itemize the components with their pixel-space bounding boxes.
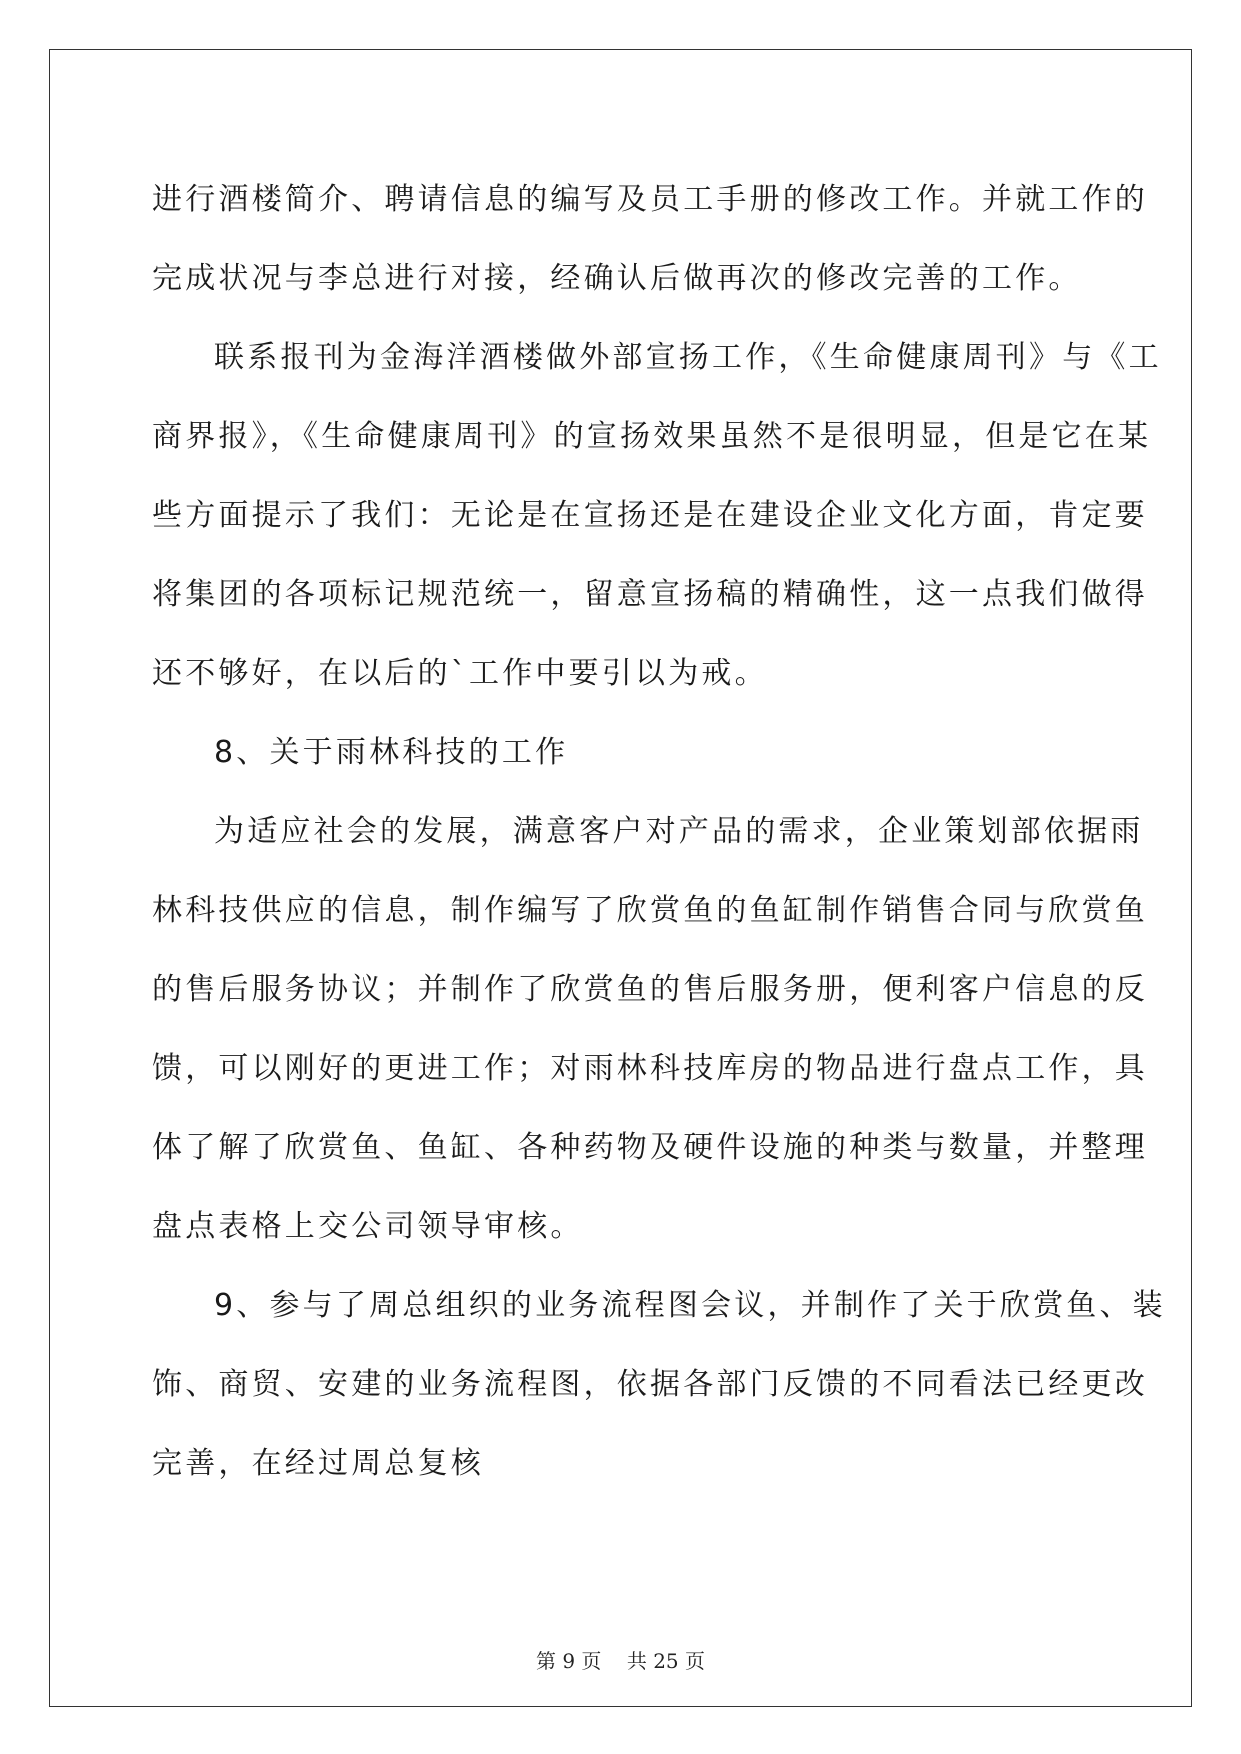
- section-heading-8: 8、关于雨林科技的工作: [214, 735, 569, 770]
- text-line-9: 为适应社会的发展，满意客户对产品的需求，企业策划部依据雨: [214, 814, 1144, 849]
- text-line-10: 林科技供应的信息，制作编写了欣赏鱼的鱼缸制作销售合同与欣赏鱼: [152, 893, 1148, 928]
- text-line-2: 完成状况与李总进行对接，经确认后做再次的修改完善的工作。: [152, 261, 1082, 296]
- page-number: 第 9 页 共 25 页: [535, 1649, 706, 1673]
- text-line-7: 还不够好，在以后的`工作中要引以为戒。: [152, 656, 768, 691]
- text-line-16: 饰、商贸、安建的业务流程图，依据各部门反馈的不同看法已经更改: [152, 1367, 1148, 1402]
- text-line-17: 完善，在经过周总复核: [152, 1446, 484, 1481]
- text-line-4: 商界报》，《生命健康周刊》的宣扬效果虽然不是很明显，但是它在某: [152, 419, 1152, 454]
- text-line-3: 联系报刊为金海洋酒楼做外部宣扬工作，《生命健康周刊》与《工: [214, 340, 1162, 375]
- text-line-15: 9、参与了周总组织的业务流程图会议，并制作了关于欣赏鱼、装: [214, 1288, 1166, 1323]
- text-line-6: 将集团的各项标记规范统一，留意宣扬稿的精确性，这一点我们做得: [152, 577, 1148, 612]
- text-line-5: 些方面提示了我们：无论是在宣扬还是在建设企业文化方面，肯定要: [152, 498, 1148, 533]
- document-body: [152, 160, 1166, 1503]
- text-line-12: 馈，可以刚好的更进工作；对雨林科技库房的物品进行盘点工作，具: [152, 1051, 1148, 1086]
- text-line-11: 的售后服务协议；并制作了欣赏鱼的售后服务册，便利客户信息的反: [152, 972, 1148, 1007]
- page-footer: [0, 1645, 1241, 1674]
- text-line-14: 盘点表格上交公司领导审核。: [152, 1209, 584, 1244]
- text-line-1: 进行酒楼简介、聘请信息的编写及员工手册的修改工作。并就工作的: [152, 182, 1148, 217]
- text-line-13: 体了解了欣赏鱼、鱼缸、各种药物及硬件设施的种类与数量，并整理: [152, 1130, 1148, 1165]
